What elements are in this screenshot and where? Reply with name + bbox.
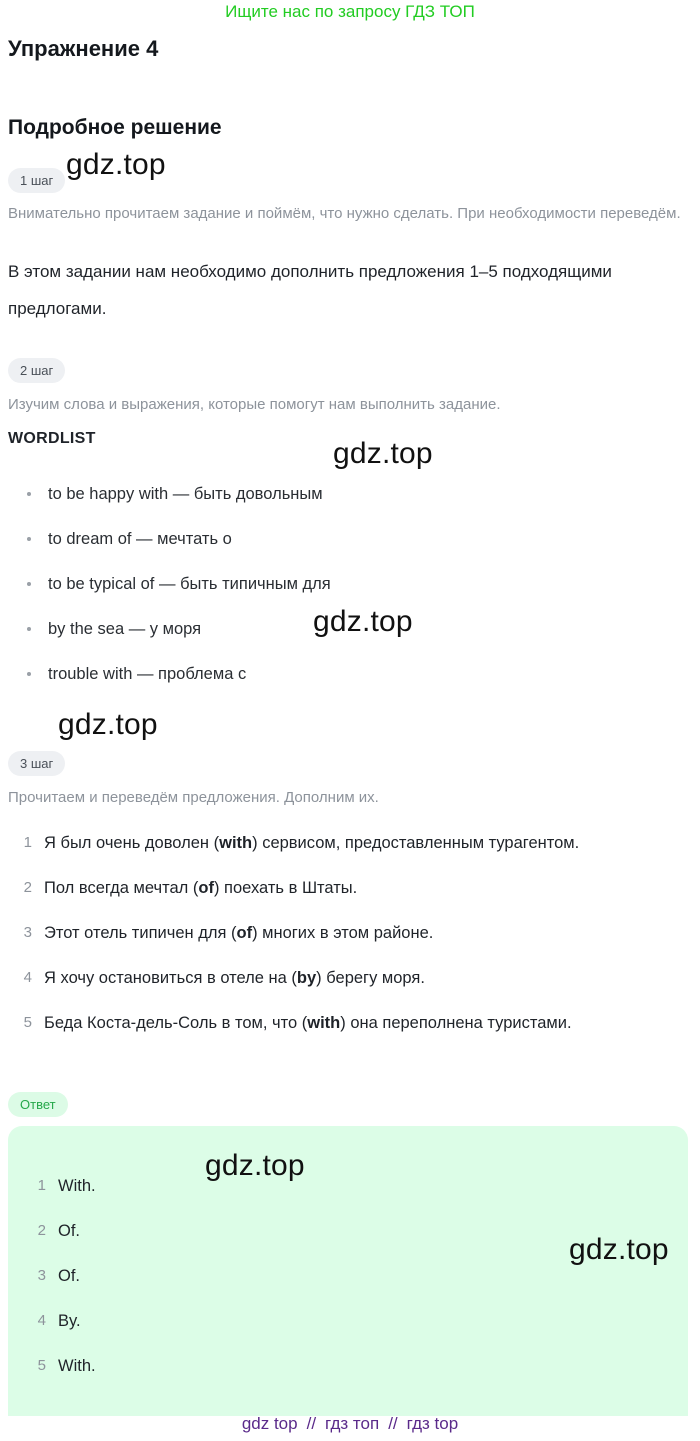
step-3-hint: Прочитаем и переведём предложения. Дополним их. <box>8 789 379 806</box>
answer-number: 3 <box>37 1267 46 1284</box>
answer-number: 4 <box>37 1312 46 1329</box>
footer-separator: // <box>388 1414 398 1433</box>
watermark: gdz.top <box>205 1149 305 1182</box>
wordlist-item: to be typical of — быть типичным для <box>0 571 680 616</box>
wordlist-title: WORDLIST <box>8 430 96 447</box>
sentence-list <box>0 830 690 1055</box>
footer-separator: // <box>306 1414 317 1433</box>
step-2-badge: 2 шаг <box>8 358 65 383</box>
answer-text: With. <box>58 1357 96 1375</box>
sentence-text: ) берегу моря. <box>316 969 425 987</box>
footer-links <box>0 1414 700 1434</box>
sentence-text: ) многих в этом районе. <box>252 924 434 942</box>
watermark: gdz.top <box>66 148 166 181</box>
sentence-number: 1 <box>23 834 32 851</box>
watermark: gdz.top <box>58 708 158 741</box>
answer-list <box>14 1173 414 1398</box>
preposition: with <box>219 834 253 852</box>
step-1-text: В этом задании нам необходимо дополнить предложения 1–5 подходящими предлогами. <box>8 262 612 318</box>
preposition: with <box>307 1014 341 1032</box>
answer-item <box>14 1308 414 1353</box>
footer-link[interactable]: гдз top <box>406 1414 459 1433</box>
sentence-text: ) сервисом, предоставленным турагентом. <box>252 834 580 852</box>
wordlist-item: to be happy with — быть довольным <box>0 481 680 526</box>
sentence-item <box>0 965 690 1010</box>
answer-number: 2 <box>37 1222 46 1239</box>
footer-link[interactable]: gdz top <box>241 1414 298 1433</box>
sentence-number: 2 <box>23 879 32 896</box>
sentence-text: ) она переполнена туристами. <box>340 1014 572 1032</box>
preposition: of <box>198 879 214 897</box>
answer-badge: Ответ <box>8 1092 68 1117</box>
step-3-badge: 3 шаг <box>8 751 65 776</box>
sentence-text: Я хочу остановиться в отеле на ( <box>44 969 297 987</box>
watermark: gdz.top <box>569 1233 669 1266</box>
answer-number: 1 <box>37 1177 46 1194</box>
wordlist-item: to dream of — мечтать о <box>0 526 680 571</box>
wordlist <box>0 481 680 706</box>
answer-text: By. <box>58 1312 81 1330</box>
preposition: of <box>236 924 253 942</box>
sentence-number: 3 <box>23 924 32 941</box>
sentence-item <box>0 1010 690 1055</box>
step-1-badge: 1 шаг <box>8 168 65 193</box>
watermark: gdz.top <box>313 605 413 638</box>
footer-link[interactable]: гдз топ <box>325 1414 380 1433</box>
sentence-number: 5 <box>23 1014 32 1031</box>
sentence-item <box>0 920 690 965</box>
answer-text: With. <box>58 1177 96 1195</box>
answer-text: Of. <box>58 1222 81 1240</box>
sentence-text: Этот отель типичен для ( <box>44 924 237 942</box>
answer-text: Of. <box>58 1267 81 1285</box>
answer-item <box>14 1218 414 1263</box>
wordlist-item: trouble with — проблема с <box>0 661 680 706</box>
step-1-hint: Внимательно прочитаем задание и поймём, что нужно сделать. При необходимости переведём. <box>8 205 681 222</box>
wordlist-item: by the sea — у моря <box>0 616 680 661</box>
solution-heading: Подробное решение <box>8 116 222 139</box>
watermark: gdz.top <box>333 437 433 470</box>
sentence-text: Я был очень доволен ( <box>44 834 220 852</box>
sentence-number: 4 <box>23 969 32 986</box>
answer-item <box>14 1353 414 1398</box>
sentence-text: Пол всегда мечтал ( <box>44 879 199 897</box>
sentence-item <box>0 830 690 875</box>
step-2-hint: Изучим слова и выражения, которые помогут нам выполнить задание. <box>8 396 501 413</box>
sentence-item <box>0 875 690 920</box>
exercise-title: Упражнение 4 <box>8 36 159 61</box>
sentence-text: ) поехать в Штаты. <box>213 879 358 897</box>
answer-item <box>14 1173 414 1218</box>
search-banner: Ищите нас по запросу ГДЗ ТОП <box>225 2 475 21</box>
answer-item <box>14 1263 414 1308</box>
answer-number: 5 <box>37 1357 46 1374</box>
sentence-text: Беда Коста-дель-Соль в том, что ( <box>44 1014 308 1032</box>
preposition: by <box>296 969 317 987</box>
